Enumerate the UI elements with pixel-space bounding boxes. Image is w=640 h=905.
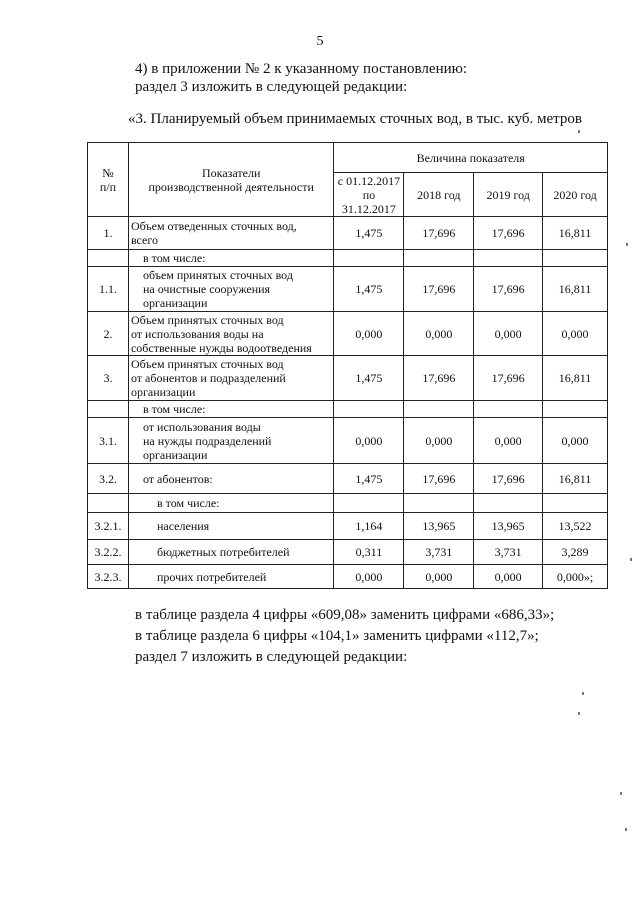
row-value: 0,000: [543, 312, 608, 356]
row-value: 16,811: [543, 267, 608, 312]
row-value: [404, 401, 474, 418]
row-number: 3.2.2.: [88, 540, 129, 565]
header-num-line: №: [102, 165, 114, 180]
row-label: [128, 267, 334, 312]
row-value: 0,000»;: [543, 565, 608, 589]
header-indicator: [128, 143, 334, 217]
row-label-line: организации: [142, 296, 208, 310]
row-label-line: от использования воды на: [130, 326, 264, 341]
intro-line-1: 4) в приложении № 2 к указанному постановлению:: [135, 61, 467, 77]
row-value: 0,000: [404, 565, 474, 589]
row-value: 0,000: [334, 312, 404, 356]
row-label-line: прочих потребителей: [156, 569, 267, 584]
header-num-line: п/п: [99, 179, 117, 194]
row-value: [543, 494, 608, 513]
page-number: 5: [316, 34, 324, 49]
row-label-line: на нужды подразделений: [142, 433, 272, 448]
outro-line-2: в таблице раздела 6 цифры «104,1» заменить цифрами «112,7»;: [135, 628, 539, 644]
row-value: 16,811: [543, 464, 608, 494]
row-value: [334, 250, 404, 267]
row-label-line: Объем принятых сточных вод: [130, 312, 284, 327]
row-value: 17,696: [404, 267, 474, 312]
outro-line-1: в таблице раздела 4 цифры «609,08» заменить цифрами «686,33»;: [135, 607, 555, 623]
row-number: 3.1.: [88, 418, 129, 464]
row-value: 17,696: [404, 217, 474, 250]
row-label: [128, 513, 334, 540]
header-period-2019: 2019 год: [474, 173, 543, 217]
header-indicator-line: Показатели: [202, 165, 261, 180]
row-label: [128, 250, 334, 267]
row-value: 1,475: [334, 356, 404, 401]
row-value: 3,289: [543, 540, 608, 565]
table-row: [88, 540, 608, 565]
row-value: [474, 401, 543, 418]
row-label-line: Объем отведенных сточных вод,: [130, 219, 297, 233]
table-row: [88, 513, 608, 540]
row-label: [128, 565, 334, 589]
header-period-1: [334, 173, 404, 217]
row-label-line: в том числе:: [156, 496, 220, 510]
table-row: [88, 494, 608, 513]
row-value: 16,811: [543, 217, 608, 250]
table-row: [88, 418, 608, 464]
table-row: [88, 401, 608, 418]
header-period-line: по: [362, 187, 376, 202]
row-value: 1,475: [334, 217, 404, 250]
row-label-line: в том числе:: [142, 402, 206, 416]
row-label-line: собственные нужды водоотведения: [130, 340, 312, 355]
row-value: [404, 250, 474, 267]
row-label-line: организации: [142, 447, 208, 462]
scan-speck: [620, 792, 622, 795]
row-value: 13,965: [474, 513, 543, 540]
row-label-line: организации: [130, 385, 196, 399]
row-label: [128, 217, 334, 250]
row-value: 3,731: [474, 540, 543, 565]
row-label-line: от абонентов и подразделений: [130, 371, 286, 385]
table-body: [88, 217, 608, 589]
scan-speck: [582, 692, 584, 695]
table-row: [88, 250, 608, 267]
row-value: 0,000: [404, 418, 474, 464]
row-number: 1.: [88, 217, 129, 250]
table-row: [88, 565, 608, 589]
row-value: 0,000: [474, 418, 543, 464]
table-row: [88, 312, 608, 356]
row-value: 0,000: [543, 418, 608, 464]
row-value: 0,000: [474, 312, 543, 356]
row-number: 3.2.: [88, 464, 129, 494]
table-row: [88, 217, 608, 250]
row-label-line: бюджетных потребителей: [156, 545, 290, 559]
row-label-line: всего: [130, 233, 158, 247]
row-label-line: населения: [156, 519, 210, 533]
table-row: [88, 464, 608, 494]
row-label: [128, 494, 334, 513]
header-value-group: Величина показателя: [334, 143, 608, 173]
row-value: 1,475: [334, 267, 404, 312]
header-row-1: [88, 143, 608, 173]
row-value: 17,696: [474, 356, 543, 401]
row-value: [543, 401, 608, 418]
row-value: 17,696: [404, 356, 474, 401]
row-value: 0,311: [334, 540, 404, 565]
row-label: [128, 401, 334, 418]
row-label: [128, 540, 334, 565]
header-period-2020: 2020 год: [543, 173, 608, 217]
scan-speck: [626, 243, 628, 246]
row-label-line: объем принятых сточных вод: [142, 268, 293, 282]
scan-speck: [630, 558, 632, 561]
row-number: 1.1.: [88, 267, 129, 312]
scan-speck: [578, 130, 580, 133]
row-value: [474, 494, 543, 513]
header-indicator-line: производственной деятельности: [148, 179, 314, 194]
outro-line-3: раздел 7 изложить в следующей редакции:: [135, 649, 408, 665]
row-value: [543, 250, 608, 267]
row-value: [474, 250, 543, 267]
row-value: [334, 494, 404, 513]
row-value: 1,475: [334, 464, 404, 494]
row-label: [128, 418, 334, 464]
row-label-line: на очистные сооружения: [142, 282, 271, 296]
row-value: 13,522: [543, 513, 608, 540]
scan-speck: [625, 828, 627, 831]
row-number: [88, 401, 129, 418]
row-value: 0,000: [334, 418, 404, 464]
row-number: [88, 494, 129, 513]
row-value: 3,731: [404, 540, 474, 565]
row-number: 3.: [88, 356, 129, 401]
row-number: 3.2.3.: [88, 565, 129, 589]
row-label-line: Объем принятых сточных вод: [130, 357, 284, 371]
row-value: [334, 401, 404, 418]
row-number: [88, 250, 129, 267]
header-period-2018: 2018 год: [404, 173, 474, 217]
row-label-line: от абонентов:: [142, 471, 213, 486]
row-value: [404, 494, 474, 513]
row-value: 17,696: [474, 217, 543, 250]
row-label: [128, 312, 334, 356]
table-row: [88, 356, 608, 401]
row-number: 3.2.1.: [88, 513, 129, 540]
row-label-line: в том числе:: [142, 251, 206, 265]
scan-speck: [578, 712, 580, 715]
header-period-line: 31.12.2017: [341, 201, 396, 216]
table-row: [88, 267, 608, 312]
row-label: [128, 464, 334, 494]
row-value: 0,000: [474, 565, 543, 589]
header-num: [88, 143, 129, 217]
header-period-line: с 01.12.2017: [337, 173, 401, 188]
row-label: [128, 356, 334, 401]
row-number: 2.: [88, 312, 129, 356]
row-value: 0,000: [334, 565, 404, 589]
row-value: 16,811: [543, 356, 608, 401]
section-title: «3. Планируемый объем принимаемых сточных вод, в тыс. куб. метров: [128, 111, 582, 127]
row-value: 17,696: [474, 267, 543, 312]
row-value: 1,164: [334, 513, 404, 540]
row-value: 17,696: [404, 464, 474, 494]
wastewater-table: [87, 142, 608, 589]
row-value: 0,000: [404, 312, 474, 356]
intro-line-2: раздел 3 изложить в следующей редакции:: [135, 79, 408, 95]
row-label-line: от использования воды: [142, 419, 261, 434]
row-value: 17,696: [474, 464, 543, 494]
row-value: 13,965: [404, 513, 474, 540]
